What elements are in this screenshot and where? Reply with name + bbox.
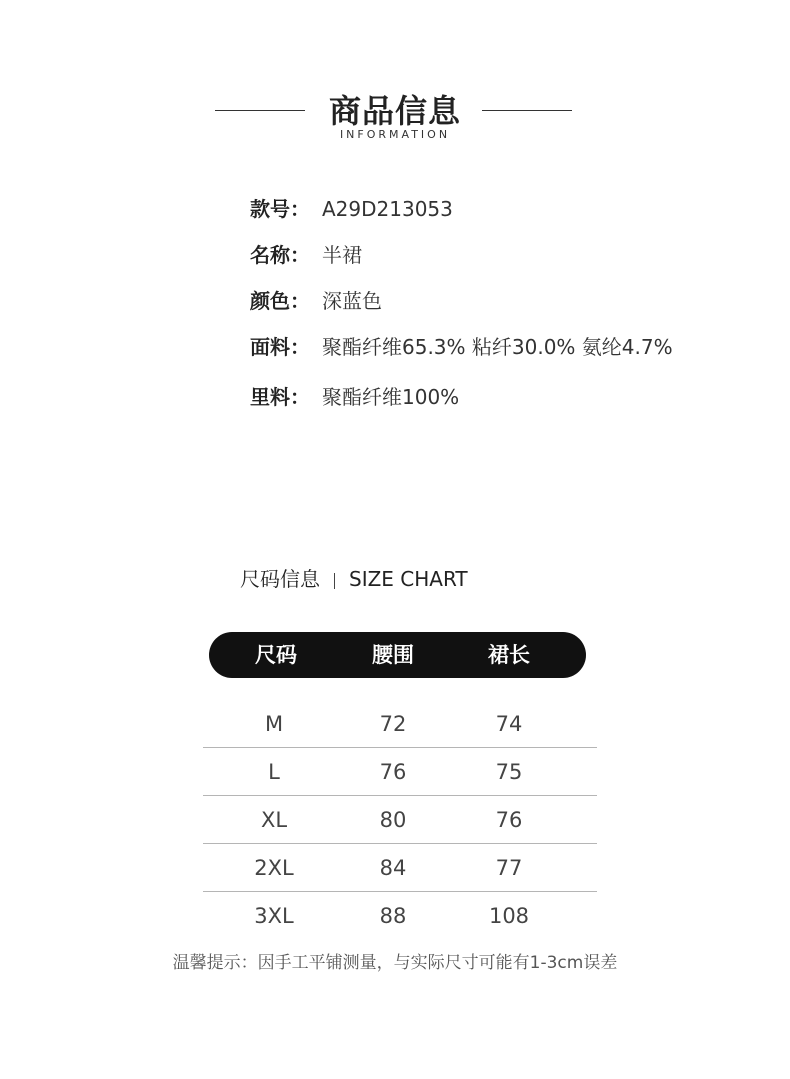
size-chart-heading-en: SIZE CHART bbox=[349, 567, 468, 591]
info-value: 聚酯纤维65.3% 粘纤30.0% 氨纶4.7% bbox=[322, 335, 673, 359]
size-chart-heading bbox=[240, 563, 468, 592]
cell-waist: 80 bbox=[379, 808, 407, 832]
cell-size: XL bbox=[260, 808, 288, 832]
cell-skirt-length: 75 bbox=[495, 760, 523, 784]
info-value: A29D213053 bbox=[322, 197, 453, 221]
measurement-note: 温馨提示：因手工平铺测量，与实际尺寸可能有1-3cm误差 bbox=[172, 953, 618, 973]
table-row bbox=[0, 748, 790, 796]
info-row-style-number bbox=[250, 194, 673, 240]
info-key: 款号： bbox=[250, 197, 310, 221]
cell-waist: 88 bbox=[379, 904, 407, 928]
page-subtitle: INFORMATION bbox=[339, 128, 451, 141]
cell-size: 2XL bbox=[254, 856, 294, 880]
column-header-size: 尺码 bbox=[255, 643, 297, 667]
column-header-waist: 腰围 bbox=[372, 643, 414, 667]
column-header-skirt-length: 裙长 bbox=[488, 643, 530, 667]
size-chart-heading-cn: 尺码信息 bbox=[240, 567, 320, 591]
section-title bbox=[0, 86, 790, 146]
size-table-body bbox=[0, 700, 790, 940]
info-value: 半裙 bbox=[322, 243, 362, 267]
cell-waist: 84 bbox=[379, 856, 407, 880]
info-row-fabric bbox=[250, 332, 673, 382]
product-info-list bbox=[250, 194, 673, 428]
info-value: 深蓝色 bbox=[322, 289, 382, 313]
info-key: 颜色： bbox=[250, 289, 310, 313]
cell-size: 3XL bbox=[254, 904, 294, 928]
info-row-name bbox=[250, 240, 673, 286]
cell-skirt-length: 76 bbox=[495, 808, 523, 832]
cell-skirt-length: 108 bbox=[488, 904, 530, 928]
cell-waist: 72 bbox=[379, 712, 407, 736]
size-table-header bbox=[209, 632, 586, 678]
info-key: 名称： bbox=[250, 243, 310, 267]
table-row bbox=[0, 892, 790, 940]
heading-separator bbox=[334, 573, 335, 589]
cell-skirt-length: 77 bbox=[495, 856, 523, 880]
cell-waist: 76 bbox=[379, 760, 407, 784]
cell-skirt-length: 74 bbox=[495, 712, 523, 736]
info-key: 面料： bbox=[250, 335, 310, 359]
info-value: 聚酯纤维100% bbox=[322, 385, 460, 409]
cell-size: M bbox=[264, 712, 284, 736]
table-row bbox=[0, 796, 790, 844]
info-row-color bbox=[250, 286, 673, 332]
table-row bbox=[0, 700, 790, 748]
info-key: 里料： bbox=[250, 385, 310, 409]
title-divider-right bbox=[482, 110, 572, 111]
table-row bbox=[0, 844, 790, 892]
info-row-lining bbox=[250, 382, 673, 428]
cell-size: L bbox=[268, 760, 280, 784]
page-title: 商品信息 bbox=[328, 92, 461, 130]
